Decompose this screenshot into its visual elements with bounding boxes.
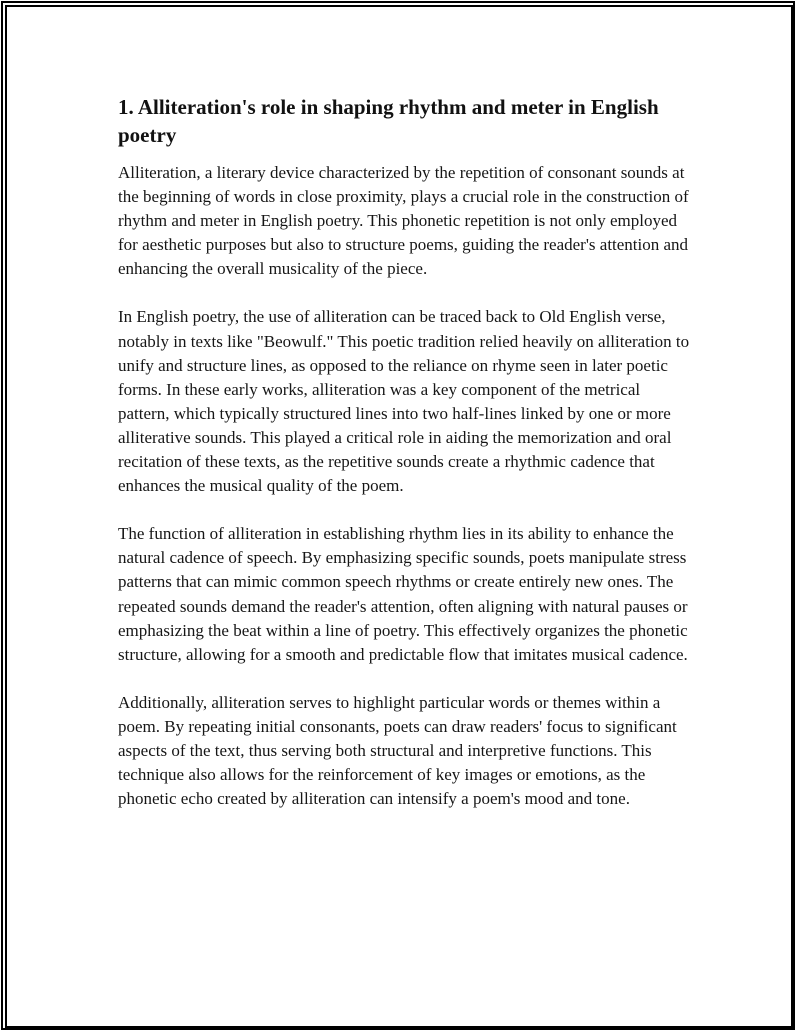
paragraph-4: Additionally, alliteration serves to highlight particular words or themes within a poem. By repeating initial consonants, poets can draw readers' focus to significant aspects of the text, thus serving both structural and interpretive functions. This technique also allows for the reinforcement of key images or emotions, as the phonetic echo created by alliteration can intensify a poem's mood and tone. (118, 692, 677, 809)
paragraph-1: Alliteration, a literary device characterized by the repetition of consonant sounds at the beginning of words in close proximity, plays a crucial role in the construction of rhythm and meter in English poetry. This phonetic repetition is not only employed for aesthetic purposes but also to structure poems, guiding the reader's attention and enhancing the overall musicality of the piece. (118, 163, 689, 279)
paragraph-3: The function of alliteration in establishing rhythm lies in its ability to enhance the natural cadence of speech. By emphasizing specific sounds, poets manipulate stress patterns that can mimic common speech rhythms or create entirely new ones. The repeated sounds demand the reader's attention, often aligning with natural pauses or emphasizing the beat within a line of poetry. This effectively organizes the phonetic structure, allowing for a smooth and predictable flow that imitates musical cadence. (118, 524, 688, 664)
section-heading: 1. Alliteration's role in shaping rhythm and meter in English poetry (118, 95, 659, 147)
paragraph-2: In English poetry, the use of alliteration can be traced back to Old English verse, notably in texts like "Beowulf." This poetic tradition relied heavily on alliteration to unify and structure lines, as opposed to the reliance on rhyme seen in later poetic forms. In these early works, alliteration was a key component of the metrical pattern, which typically structured lines into two half-lines linked by one or more alliterative sounds. This played a critical role in aiding the memorization and oral recitation of these texts, as the repetitive sounds create a rhythmic cadence that enhances the musical quality of the poem. (118, 307, 690, 496)
document-body (118, 93, 690, 835)
